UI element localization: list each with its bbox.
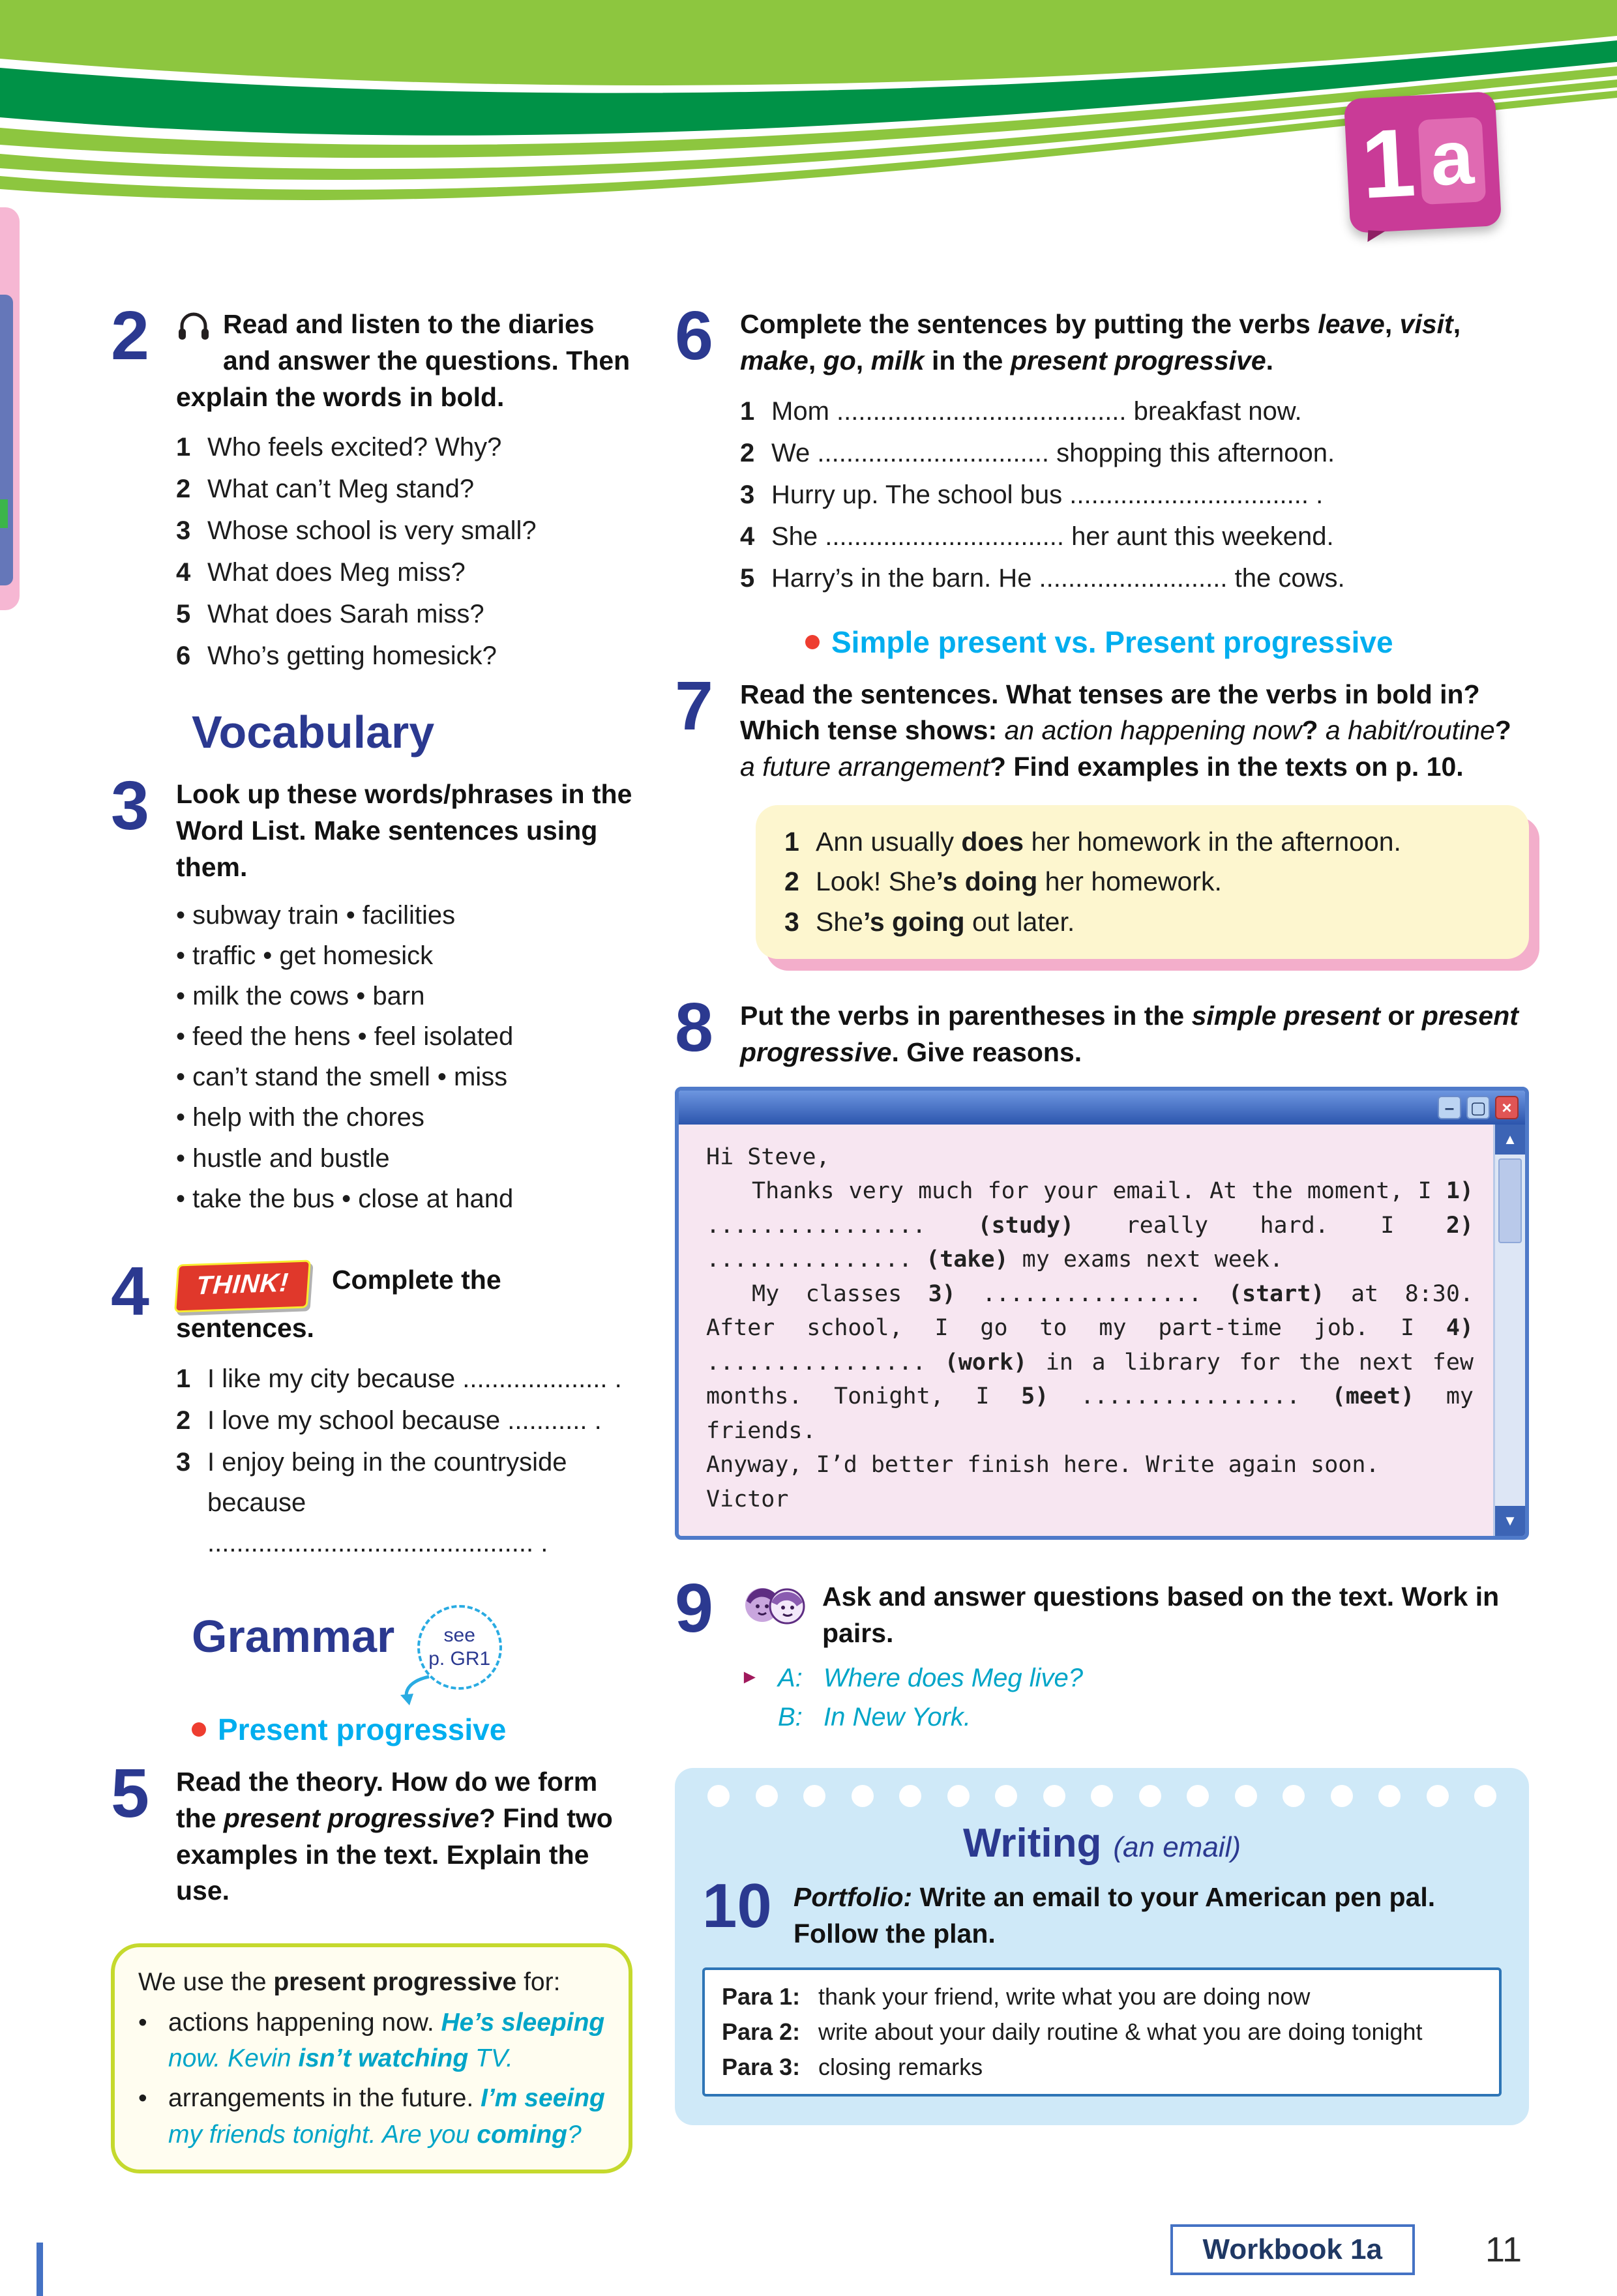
exercise-3-instruction: Look up these words/phrases in the Word List. Make sentences using them. xyxy=(176,779,632,882)
exercise-7-instruction: Read the sentences. What tenses are the verbs in bold in? Which tense shows: an action happening now? a habit/routine? a future arrangement? Find examples in the texts on p. 10. xyxy=(740,679,1511,782)
question-row: 5 What does Sarah miss? xyxy=(176,600,484,629)
exercise-8-instruction: Put the verbs in parentheses in the simple present or present progressive. Give reasons. xyxy=(740,1001,1519,1067)
word-item: • help with the chores xyxy=(176,1103,424,1132)
sentence-row: 3 I enjoy being in the countryside because ............................................. . xyxy=(176,1448,567,1558)
question-row: 2 What can’t Meg stand? xyxy=(176,475,475,504)
example-sentences-box xyxy=(756,805,1529,960)
sentence-row: 2 I love my school because ........... . xyxy=(176,1406,602,1435)
question-row: 1 Who feels excited? Why? xyxy=(176,433,502,462)
dialogue-line: ► A: Where does Meg live? xyxy=(740,1658,1529,1698)
workbook-reference-box: Workbook 1a xyxy=(1170,2224,1415,2275)
gap-sentence-row: 2 We ................................ shopping this afternoon. xyxy=(740,438,1335,467)
dialogue-example xyxy=(740,1658,1529,1737)
close-button[interactable]: × xyxy=(1495,1096,1519,1119)
word-item: • can’t stand the smell • miss xyxy=(176,1063,508,1092)
exercise-2-number: 2 xyxy=(111,297,149,374)
email-signature: Victor xyxy=(706,1486,789,1512)
exercise-3-word-list xyxy=(176,896,632,1219)
bullet-icon xyxy=(805,635,820,649)
plan-row: Para 1: thank your friend, write what you are doing now xyxy=(722,1983,1311,2010)
exercise-2-questions xyxy=(176,427,632,676)
example-row: 2 Look! She’s doing her homework. xyxy=(784,866,1222,897)
exercise-10 xyxy=(702,1870,1502,1952)
grammar-reference-badge xyxy=(417,1605,502,1690)
speech-arrow-icon: ► xyxy=(740,1666,760,1688)
vocabulary-heading: Vocabulary xyxy=(192,707,435,758)
exercise-4-items xyxy=(176,1359,632,1563)
exercise-2 xyxy=(111,297,632,676)
exercise-8 xyxy=(675,989,1529,1071)
writing-subtitle: (an email) xyxy=(1113,1831,1241,1863)
exercise-9-number: 9 xyxy=(675,1570,713,1647)
question-row: 3 Whose school is very small? xyxy=(176,516,537,546)
scroll-down-icon[interactable]: ▼ xyxy=(1495,1506,1525,1536)
theory-intro: We use the present progressive for: xyxy=(138,1968,561,1997)
bullet-icon: • xyxy=(138,2084,147,2113)
exercise-10-instruction: Portfolio: Write an email to your American pen pal. Follow the plan. xyxy=(794,1881,1436,1949)
exercise-5-instruction: Read the theory. How do we form the present progressive? Find two examples in the text. Explain the use. xyxy=(176,1767,613,1906)
exercise-7-number: 7 xyxy=(675,667,713,744)
exercise-2-instruction xyxy=(176,306,632,415)
email-greeting: Hi Steve, xyxy=(706,1143,830,1170)
exercise-6-items xyxy=(740,391,1529,598)
exercise-2-instruction-text: Read and listen to the diaries and answer the questions. Then explain the words in bold. xyxy=(176,309,630,412)
writing-section xyxy=(675,1768,1529,2126)
scroll-up-icon[interactable]: ▲ xyxy=(1495,1125,1525,1155)
email-plan-table xyxy=(702,1967,1502,2097)
curved-arrow-icon xyxy=(394,1673,436,1708)
perforation-dots xyxy=(707,1785,1496,1807)
plan-row: Para 2: write about your daily routine & what you are doing tonight xyxy=(722,2018,1423,2046)
grammar-ref-see: see xyxy=(443,1625,475,1647)
gap-sentence-row: 1 Mom ........................................ breakfast now. xyxy=(740,396,1302,426)
exercise-4-instruction xyxy=(176,1262,632,1347)
email-paragraph: Thanks very much for your email. At the moment, I 1) ................ (study) really hard. I 2) ............... (take) my exams next week. xyxy=(706,1178,1474,1273)
question-row: 6 Who’s getting homesick? xyxy=(176,641,497,671)
word-item: • traffic • get homesick xyxy=(176,941,434,970)
word-item: • hustle and bustle xyxy=(176,1143,390,1173)
minimize-button[interactable]: – xyxy=(1438,1096,1461,1119)
word-item: • subway train • facilities xyxy=(176,900,456,930)
unit-number: 1 xyxy=(1358,108,1418,219)
exercise-5-number: 5 xyxy=(111,1755,149,1832)
exercise-7 xyxy=(675,667,1529,786)
writing-heading: Writing (an email) xyxy=(963,1820,1241,1866)
scrollbar[interactable] xyxy=(1493,1125,1525,1537)
exercise-9 xyxy=(675,1570,1529,1652)
email-window-titlebar xyxy=(679,1091,1525,1125)
dialogue-line: B: In New York. xyxy=(778,1702,972,1731)
edge-strip-bottom xyxy=(37,2243,43,2296)
present-progressive-heading: Present progressive xyxy=(192,1712,632,1747)
exercise-4-instruction-text: Complete the sentences. xyxy=(176,1265,501,1344)
word-item: • take the bus • close at hand xyxy=(176,1184,514,1213)
email-paragraph: My classes 3) ................ (start) at 8:30. After school, I go to my part-time job. I 4) ................ (work) in a library for the next few months. Tonight, I 5) ................ (meet) my friends. xyxy=(706,1280,1474,1444)
page-number: 11 xyxy=(1485,2230,1522,2269)
email-closing: Anyway, I’d better finish here. Write again soon. xyxy=(706,1452,1380,1479)
unit-badge xyxy=(1344,91,1502,233)
headphones-icon xyxy=(176,308,211,353)
right-column xyxy=(675,297,1529,2125)
grammar-theory-box xyxy=(111,1943,632,2173)
example-row: 1 Ann usually does her homework in the afternoon. xyxy=(784,826,1401,857)
unit-letter: a xyxy=(1418,117,1486,205)
gap-sentence-row: 5 Harry’s in the barn. He .......................... the cows. xyxy=(740,563,1345,593)
grammar-heading: Grammar xyxy=(192,1611,395,1662)
exercise-6-instruction: Complete the sentences by putting the verbs leave, visit, make, go, milk in the present progressive. xyxy=(740,309,1461,375)
exercise-5 xyxy=(111,1755,632,1909)
exercise-4 xyxy=(111,1253,632,1563)
left-column xyxy=(111,297,632,2173)
word-item: • milk the cows • barn xyxy=(176,981,425,1010)
grammar-ref-page: p. GR1 xyxy=(428,1648,491,1670)
exercise-3-number: 3 xyxy=(111,767,149,845)
exercise-3 xyxy=(111,767,632,1220)
exercise-9-instruction xyxy=(740,1579,1529,1652)
exercise-10-number: 10 xyxy=(702,1870,772,1941)
exercise-8-number: 8 xyxy=(675,989,713,1067)
email-window xyxy=(675,1087,1529,1540)
maximize-button[interactable]: ▢ xyxy=(1466,1096,1490,1119)
email-text xyxy=(679,1125,1493,1537)
simple-vs-progressive-heading: Simple present vs. Present progressive xyxy=(805,625,1529,660)
edge-strip-blue xyxy=(0,295,13,585)
theory-bullet: • actions happening now. He’s sleeping now. Kevin isn’t watching TV. xyxy=(138,2005,605,2077)
theory-bullet: • arrangements in the future. I’m seeing my friends tonight. Are you coming? xyxy=(138,2080,605,2153)
word-item: • feed the hens • feel isolated xyxy=(176,1022,514,1052)
example-row: 3 She’s going out later. xyxy=(784,906,1075,937)
think-badge: THINK! xyxy=(174,1259,310,1312)
sentence-row: 1 I like my city because .................... . xyxy=(176,1364,622,1394)
exercise-6 xyxy=(675,297,1529,598)
exercise-4-number: 4 xyxy=(111,1253,149,1330)
scroll-thumb[interactable] xyxy=(1498,1158,1522,1243)
exercise-6-number: 6 xyxy=(675,297,713,374)
exercise-9-instruction-text: Ask and answer questions based on the text. Work in pairs. xyxy=(822,1582,1500,1648)
pairwork-icon xyxy=(740,1580,808,1638)
edge-strip-green xyxy=(0,499,8,528)
gap-sentence-row: 3 Hurry up. The school bus ................................. . xyxy=(740,480,1324,509)
question-row: 4 What does Meg miss? xyxy=(176,558,466,587)
gap-sentence-row: 4 She ................................. her aunt this weekend. xyxy=(740,522,1334,551)
plan-row: Para 3: closing remarks xyxy=(722,2053,983,2081)
bullet-icon xyxy=(192,1722,206,1737)
bullet-icon: • xyxy=(138,2008,147,2037)
